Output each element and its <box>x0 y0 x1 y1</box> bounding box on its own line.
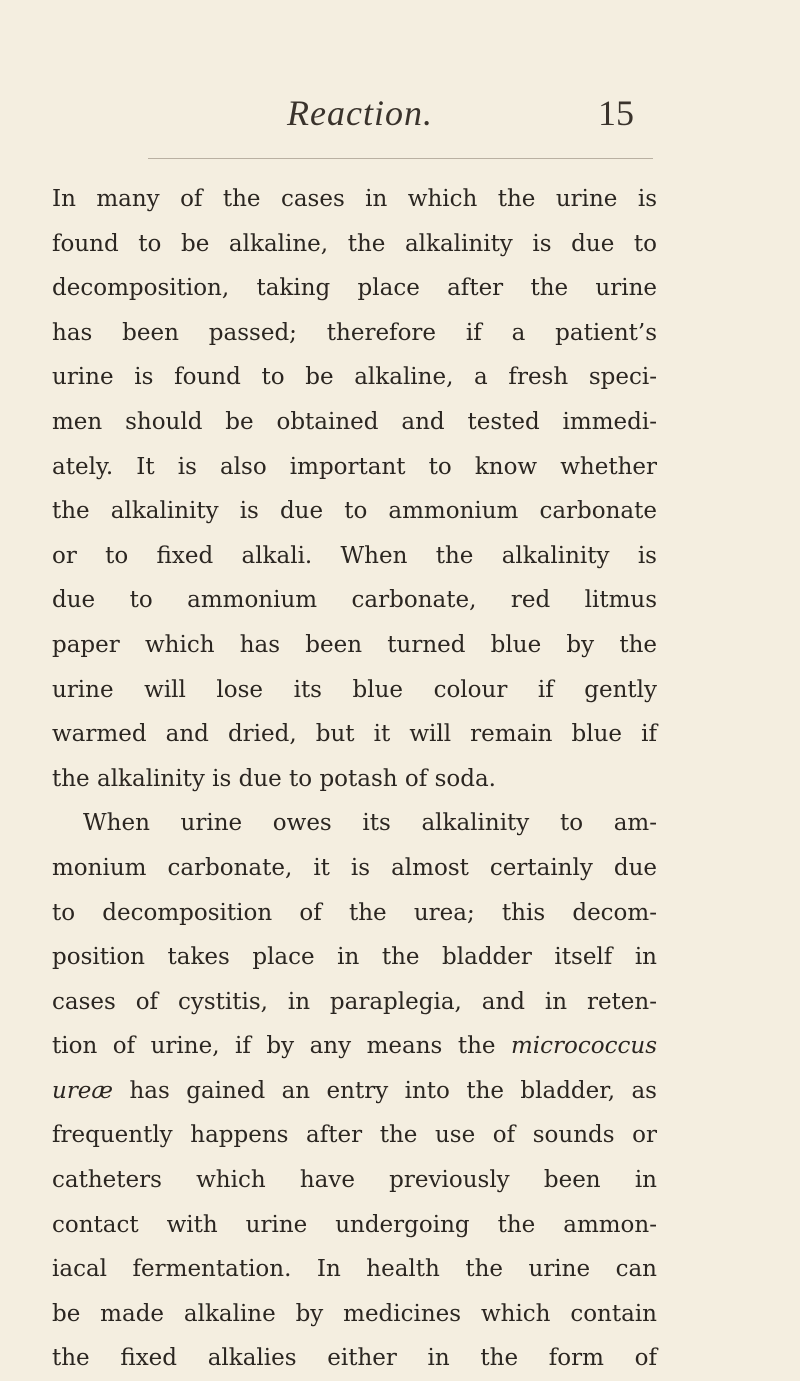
text-line: frequently happens after the use of sounds or <box>52 1122 657 1149</box>
body-text <box>52 177 657 1381</box>
text-segment: tion of urine, if by any means the <box>52 1033 511 1060</box>
text-line: be made alkaline by medicines which contain <box>52 1300 657 1327</box>
text-line: due to ammonium carbonate, red litmus <box>52 587 657 614</box>
text-line: the alkalinity is due to ammonium carbonate <box>52 498 657 525</box>
text-line: warmed and dried, but it will remain blue if <box>52 721 657 748</box>
italic-term: ureæ <box>52 1077 114 1104</box>
text-line: monium carbonate, it is almost certainly due <box>52 854 657 881</box>
header-rule <box>148 158 653 159</box>
text-line: paper which has been turned blue by the <box>52 631 657 658</box>
text-segment: has gained an entry into the bladder, as <box>113 1077 657 1104</box>
text-line: cases of cystitis, in paraplegia, and in reten- <box>52 988 657 1015</box>
text-line: ately. It is also important to know whether <box>52 453 657 480</box>
text-line: has been passed; therefore if a patient’s <box>52 319 657 346</box>
text-line: men should be obtained and tested immedi- <box>52 408 657 435</box>
text-line: catheters which have previously been in <box>52 1167 657 1194</box>
text-line: found to be alkaline, the alkalinity is due to <box>52 230 657 257</box>
text-line: contact with urine undergoing the ammon- <box>52 1211 657 1238</box>
text-line: urine will lose its blue colour if gently <box>52 676 657 703</box>
text-line: urine is found to be alkaline, a fresh speci- <box>52 364 657 391</box>
text-line: iacal fermentation. In health the urine can <box>52 1256 657 1283</box>
text-line: or to fixed alkali. When the alkalinity is <box>52 542 657 569</box>
page-header <box>0 92 800 142</box>
text-line: position takes place in the bladder itself in <box>52 944 657 971</box>
italic-term: micrococcus <box>511 1033 657 1060</box>
running-title: Reaction. <box>287 93 433 133</box>
text-line: the fixed alkalies either in the form of <box>52 1345 657 1372</box>
text-line: In many of the cases in which the urine is <box>52 186 657 212</box>
text-line: When urine owes its alkalinity to am- <box>83 810 657 837</box>
text-line: decomposition, taking place after the urine <box>52 275 657 302</box>
page-number: 15 <box>598 93 634 133</box>
text-line <box>52 1069 657 1114</box>
text-line: to decomposition of the urea; this decom- <box>52 899 657 926</box>
text-line <box>52 1024 657 1069</box>
text-line: the alkalinity is due to potash of soda. <box>52 765 496 792</box>
